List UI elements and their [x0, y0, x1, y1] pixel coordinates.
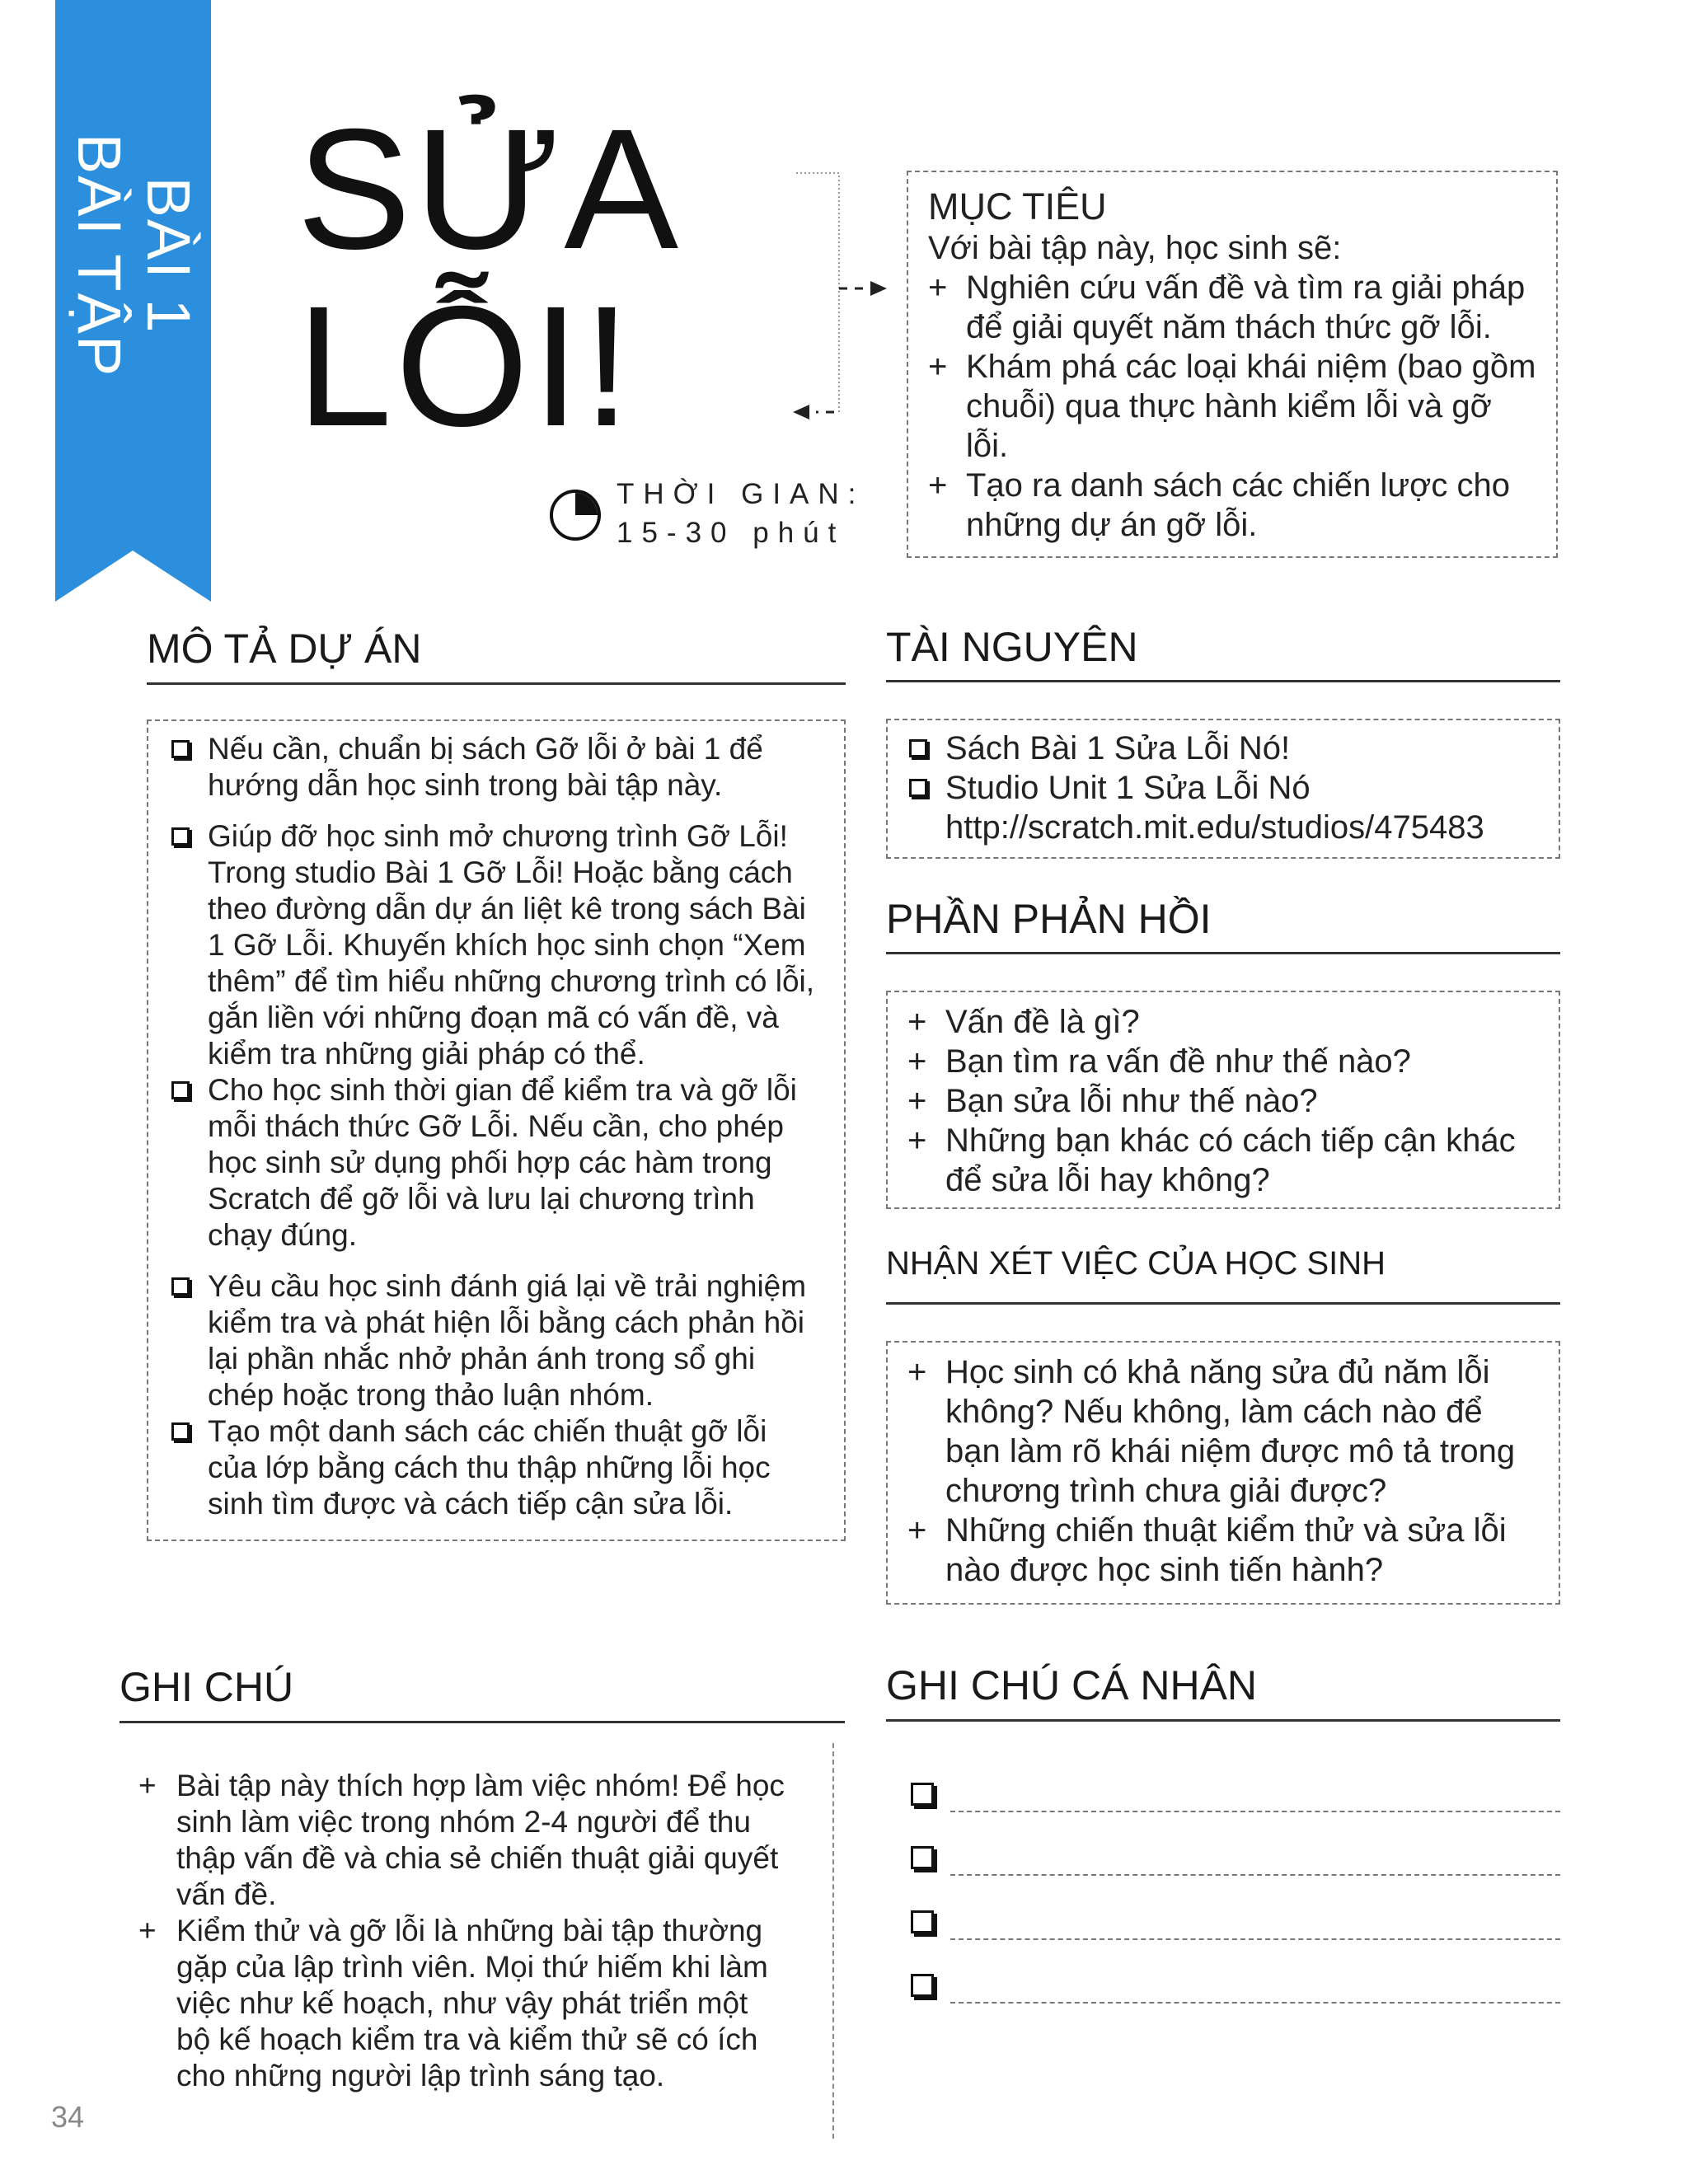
personal-note-checkbox[interactable]: [911, 1783, 934, 1806]
personal-notes-heading: GHI CHÚ CÁ NHÂN: [886, 1662, 1258, 1708]
ribbon-label: [55, 0, 211, 527]
personal-note-line[interactable]: [950, 1811, 1560, 1812]
list-item: Cho học sinh thời gian để kiểm tra và gỡ lỗi mỗi thách thức Gỡ Lỗi. Nếu cần, cho phép học sinh sử dụng phối hợp các hàm trong Scratch để gỡ lỗi và lưu lại chương trình chạy đúng.: [171, 1072, 819, 1254]
description-list: [171, 731, 819, 1522]
assessment-list: [907, 1352, 1544, 1590]
list-item: + Học sinh có khả năng sửa đủ năm lỗi không? Nếu không, làm cách nào để bạn làm rõ khái niệm được mô tả trong chương trình chưa giải được?: [907, 1352, 1544, 1511]
page-number: 34: [51, 2100, 85, 2134]
list-item: + Những bạn khác có cách tiếp cận khác để sửa lỗi hay không?: [907, 1121, 1544, 1200]
checkbox-icon: [171, 827, 190, 846]
list-item: + Nghiên cứu vấn đề và tìm ra giải pháp để giải quyết năm thách thức gỡ lỗi.: [928, 268, 1541, 347]
reflection-list: [907, 1002, 1544, 1200]
list-item: Giúp đỡ học sinh mở chương trình Gỡ Lỗi! Trong studio Bài 1 Gỡ Lỗi! Hoặc bằng cách theo đường dẫn dự án liệt kê trong sách Bài 1 Gỡ Lỗi. Khuyến khích học sinh chọn “Xem thêm” để tìm hiểu những chương trình có lỗi, gắn liền với những đoạn mã có vấn đề, và kiểm tra những giải pháp có thể.: [171, 818, 819, 1072]
notes-rule: [120, 1721, 845, 1723]
assessment-heading: NHẬN XÉT VIỆC CỦA HỌC SINH: [886, 1245, 1386, 1282]
list-item: Studio Unit 1 Sửa Lỗi Nó http://scratch.mit.edu/studios/475483: [909, 768, 1545, 847]
assessment-rule: [886, 1302, 1560, 1305]
notes-list: [138, 1768, 790, 2094]
personal-note-line[interactable]: [950, 1874, 1560, 1876]
list-item: Nếu cần, chuẩn bị sách Gỡ lỗi ở bài 1 để hướng dẫn học sinh trong bài tập này.: [171, 731, 819, 804]
personal-note-checkbox[interactable]: [911, 1910, 934, 1933]
personal-note-checkbox[interactable]: [911, 1974, 934, 1997]
list-item: + Những chiến thuật kiểm thử và sửa lỗi nào được học sinh tiến hành?: [907, 1511, 1544, 1590]
list-item: Yêu cầu học sinh đánh giá lại về trải nghiệm kiểm tra và phát hiện lỗi bằng cách phản hồi lại phần nhắc nhở phản ánh trong sổ ghi chép hoặc trong thảo luận nhóm.: [171, 1268, 819, 1413]
objectives-heading: MỤC TIÊU: [928, 185, 1107, 227]
personal-note-checkbox[interactable]: [911, 1846, 934, 1869]
checkbox-icon: [171, 1081, 190, 1099]
notes-heading: GHI CHÚ: [120, 1664, 294, 1710]
page-title-line2: LỖI!: [297, 271, 635, 462]
list-item: Sách Bài 1 Sửa Lỗi Nó!: [909, 729, 1545, 768]
list-item: + Kiểm thử và gỡ lỗi là những bài tập thường gặp của lập trình viên. Mọi thứ hiếm khi làm việc như kế hoạch, như vậy phát triển một bộ kế hoạch kiểm tra và kiểm thử sẽ có ích cho những người lập trình sáng tạo.: [138, 1913, 790, 2094]
reflection-rule: [886, 952, 1560, 954]
time-value: 15-30 phút: [617, 517, 846, 549]
resources-list: [909, 729, 1545, 847]
list-item: + Vấn đề là gì?: [907, 1002, 1544, 1042]
list-item: + Bạn tìm ra vấn đề như thế nào?: [907, 1042, 1544, 1081]
list-item: + Tạo ra danh sách các chiến lược cho những dự án gỡ lỗi.: [928, 466, 1541, 545]
list-item: + Khám phá các loại khái niệm (bao gồm chuỗi) qua thực hành kiểm lỗi và gỡ lỗi.: [928, 347, 1541, 466]
list-item: + Bài tập này thích hợp làm việc nhóm! Để học sinh làm việc trong nhóm 2-4 người để thu thập vấn đề và chia sẻ chiến thuật giải quyết vấn đề.: [138, 1768, 790, 1913]
checkbox-icon: [171, 1422, 190, 1441]
objectives-intro: Với bài tập này, học sinh sẽ:: [928, 230, 1342, 266]
resources-box: [886, 719, 1560, 859]
description-box: [147, 719, 846, 1541]
description-heading: MÔ TẢ DỰ ÁN: [147, 626, 422, 672]
list-item: + Bạn sửa lỗi như thế nào?: [907, 1081, 1544, 1121]
connector-arrows: [791, 165, 890, 429]
time-label: THỜI GIAN:: [617, 478, 865, 510]
notes-body: [138, 1768, 790, 2094]
assessment-box: [886, 1341, 1560, 1605]
personal-note-line[interactable]: [950, 1938, 1560, 1940]
checkbox-icon: [171, 740, 190, 758]
ribbon-lesson: BÀI 1: [134, 176, 203, 335]
personal-notes-rule: [886, 1719, 1560, 1722]
column-divider: [832, 1743, 834, 2139]
reflection-heading: PHẦN PHẢN HỒI: [886, 896, 1212, 942]
objectives-box: [907, 171, 1558, 558]
clock-icon: [548, 488, 603, 542]
reflection-box: [886, 991, 1560, 1209]
personal-note-line[interactable]: [950, 2002, 1560, 2004]
objectives-list: [928, 268, 1541, 545]
resources-rule: [886, 680, 1560, 682]
description-rule: [147, 682, 846, 685]
checkbox-icon: [171, 1277, 190, 1296]
page-title-line1: SỬA: [297, 94, 682, 285]
list-item: Tạo một danh sách các chiến thuật gỡ lỗi của lớp bằng cách thu thập những lỗi học sinh tìm được và cách tiếp cận sửa lỗi.: [171, 1413, 819, 1522]
resources-heading: TÀI NGUYÊN: [886, 624, 1138, 670]
ribbon-activity: BÀI TẬP: [64, 133, 134, 378]
checkbox-icon: [909, 739, 927, 757]
checkbox-icon: [909, 779, 927, 797]
